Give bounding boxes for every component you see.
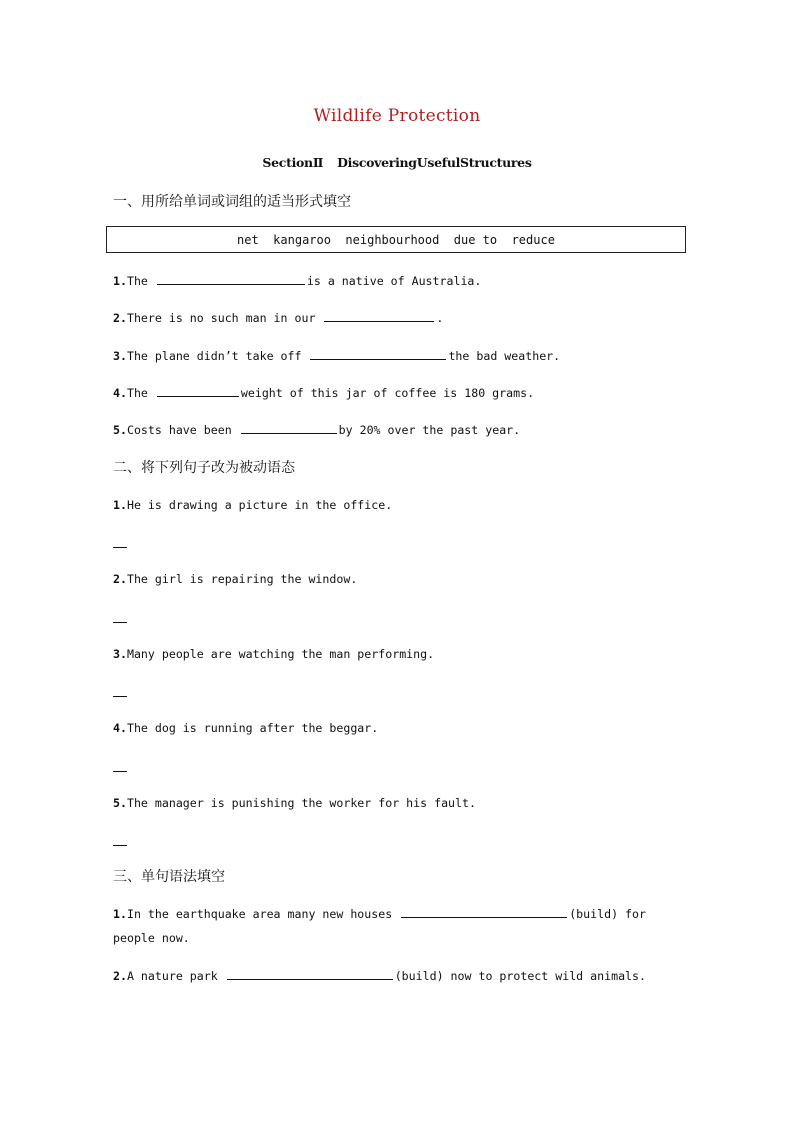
question-number: 4.	[113, 721, 127, 735]
question-text-before: The	[126, 274, 155, 288]
question-number: 2.	[113, 311, 127, 325]
answer-blank[interactable]	[401, 906, 567, 918]
part1-question-2	[113, 306, 688, 330]
question-number: 3.	[113, 647, 127, 661]
part2-heading: 二、将下列句子改为被动语态	[113, 460, 295, 476]
question-text-before: The	[126, 386, 155, 400]
question-text-after: is a native of Australia.	[306, 274, 482, 288]
answer-blank[interactable]	[157, 273, 305, 285]
answer-blank[interactable]	[241, 422, 337, 434]
part2-question-1	[113, 493, 688, 517]
question-number: 1.	[113, 498, 127, 512]
part2-question-5	[113, 791, 688, 815]
question-text-after: by 20% over the past year.	[338, 423, 521, 437]
answer-line[interactable]	[113, 845, 127, 846]
part3-heading: 三、单句语法填空	[113, 869, 225, 885]
section-number: SectionⅡ	[262, 155, 324, 170]
answer-blank[interactable]	[310, 348, 446, 360]
question-text-after: (build) for people now.	[113, 907, 653, 945]
answer-line[interactable]	[113, 547, 127, 548]
part1-heading: 一、用所给单词或词组的适当形式填空	[113, 194, 351, 210]
answer-line[interactable]	[113, 696, 127, 697]
part3-question-2	[113, 964, 688, 988]
question-number: 1.	[113, 907, 127, 921]
answer-blank[interactable]	[227, 968, 393, 980]
part2-question-3	[113, 642, 688, 666]
answer-blank[interactable]	[157, 385, 239, 397]
question-number: 3.	[113, 349, 127, 363]
question-number: 5.	[113, 796, 127, 810]
question-text: The manager is punishing the worker for his fault.	[126, 796, 476, 810]
question-text-after: .	[436, 311, 444, 325]
part1-question-5	[113, 418, 688, 442]
question-number: 5.	[113, 423, 127, 437]
part3-question-1	[113, 902, 688, 950]
question-text-before: In the earthquake area many new houses	[126, 907, 400, 921]
section-name: DiscoveringUsefulStructures	[337, 155, 532, 170]
question-text: The dog is running after the beggar.	[126, 721, 379, 735]
part1-question-1	[113, 269, 688, 293]
question-text-before: There is no such man in our	[126, 311, 323, 325]
page-title: Wildlife Protection	[313, 106, 481, 126]
answer-blank[interactable]	[324, 310, 434, 322]
part1-question-3	[113, 344, 688, 368]
answer-line[interactable]	[113, 771, 127, 772]
question-text: The girl is repairing the window.	[126, 572, 358, 586]
question-text-before: The plane didn’t take off	[126, 349, 309, 363]
section-subtitle	[0, 155, 794, 170]
question-number: 2.	[113, 969, 127, 983]
answer-line[interactable]	[113, 622, 127, 623]
question-number: 4.	[113, 386, 127, 400]
question-text-after: the bad weather.	[448, 349, 561, 363]
question-text-before: A nature park	[126, 969, 225, 983]
part1-question-4	[113, 381, 688, 405]
part2-question-4	[113, 716, 688, 740]
question-text: Many people are watching the man performing.	[126, 647, 435, 661]
word-box: net kangaroo neighbourhood due to reduce	[106, 226, 686, 253]
question-number: 2.	[113, 572, 127, 586]
question-number: 1.	[113, 274, 127, 288]
question-text-before: Costs have been	[126, 423, 239, 437]
question-text-after: weight of this jar of coffee is 180 grams.	[240, 386, 535, 400]
question-text: He is drawing a picture in the office.	[126, 498, 393, 512]
part2-question-2	[113, 567, 688, 591]
question-text-after: (build) now to protect wild animals.	[394, 969, 646, 983]
